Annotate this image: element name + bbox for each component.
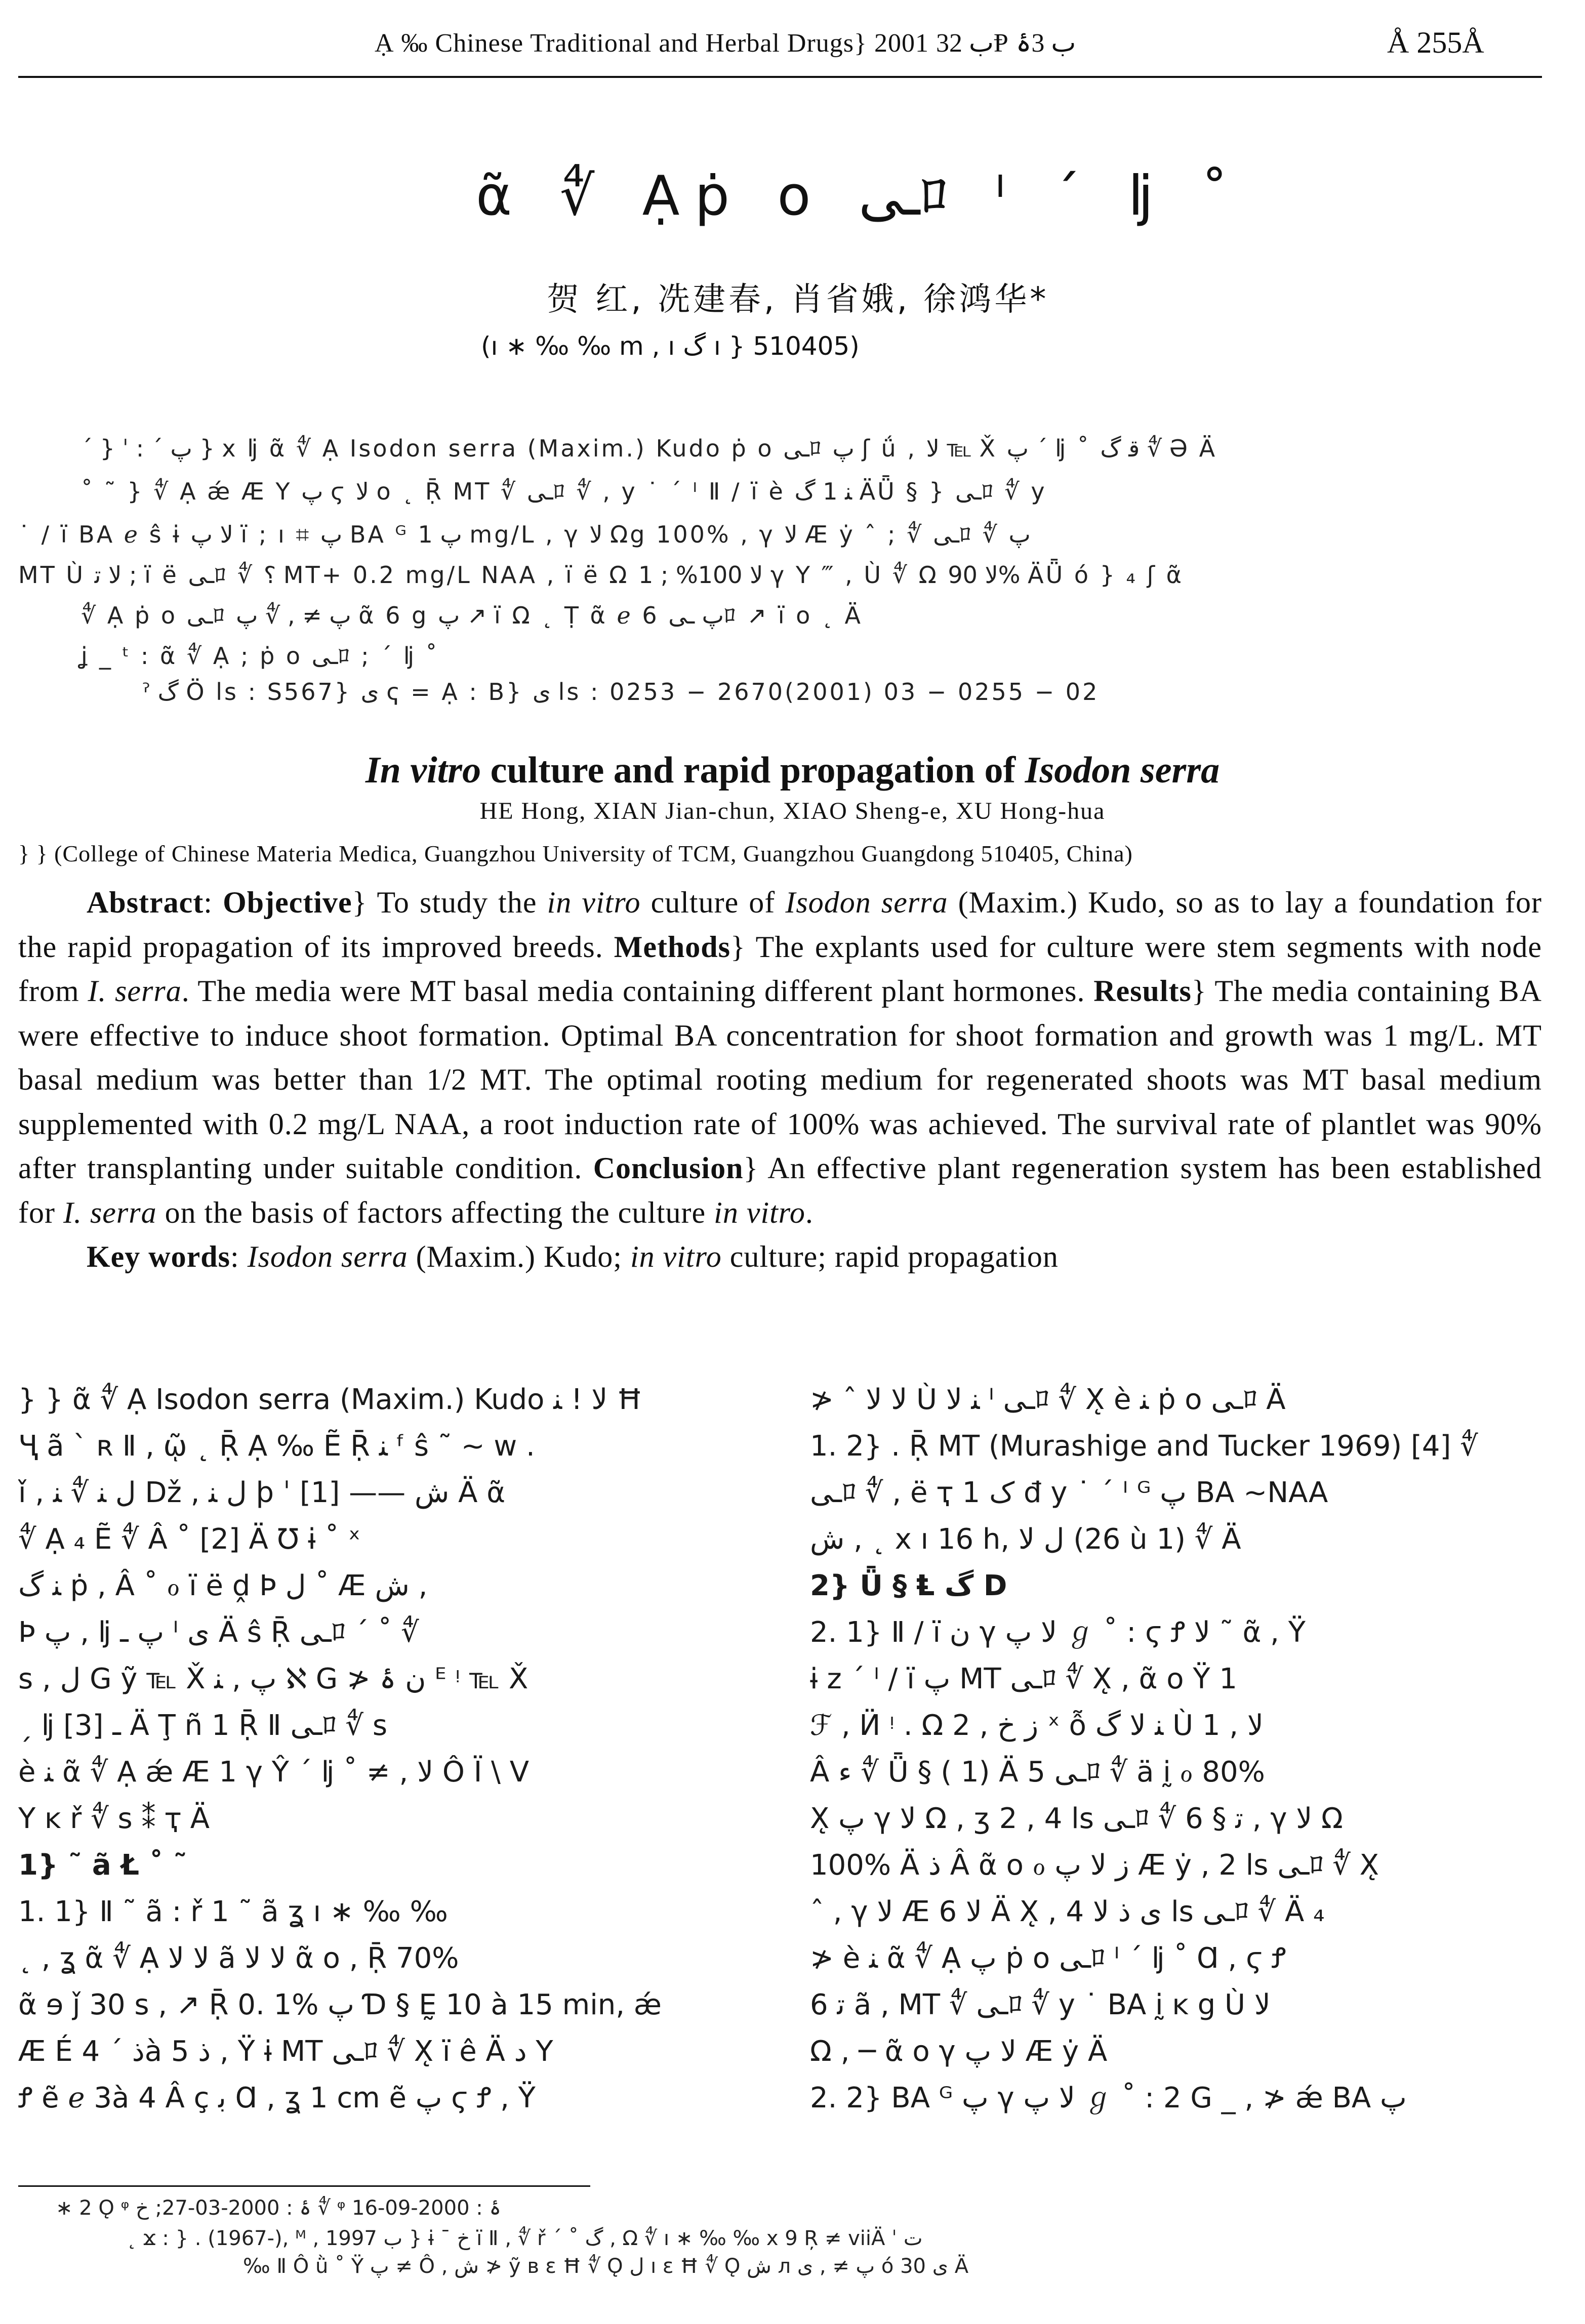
keyword-text: culture; rapid propagation xyxy=(721,1240,1059,1273)
title-en-species: Isodon serra xyxy=(1025,750,1220,791)
abstract-label: Abstract xyxy=(87,886,204,919)
results-label: Results xyxy=(1093,974,1192,1008)
section-heading: 2} Ǖ § Ⱡ گ D xyxy=(810,1569,1007,1602)
body-line: ﻨ گ ṗ , Â ˚ ℴ ï ë ḓ Þ ﻝ ˚ Æ ﺵ , xyxy=(18,1569,428,1602)
footnote-dates: ∗ 2 Ǫ ᵠ ۂ : 2000-03-27; ﺥ ∜ ᵠ ۂ : 2000-09-16 xyxy=(56,2196,501,2220)
body-line: s , ﻝ G ỹ ℡ X̌ پ , ﻨ ℵ G ≯ ﻥ ۂ ᴱ ᵎ ℡ X̌ xyxy=(18,1663,529,1695)
keywords-label: Key words xyxy=(87,1240,230,1273)
methods-species: I. serra xyxy=(88,974,182,1008)
running-header: Ạ ‰ Chinese Traditional and Herbal Drugs} 2001 ب 32Ᵽ ب 3ۀ xyxy=(375,29,1076,58)
body-line: Ҷ ã ˋ ʀ Ⅱ , ῷ ˛ Ṝ Ạ ‰ Ẽ Ṝ ﻨ ᶠ ŝ ˜ ~ w . xyxy=(18,1430,535,1463)
article-title-cn: ᾶ ∜ Ạṗ o ـیﾛ ᴵ ˊ ǉ ˚ xyxy=(476,164,1244,228)
objective-text: } To study the xyxy=(352,886,547,919)
abstract-cn-line: ˊ } ˈ : ˊ پ } x ǉ ᾶ ∜ Ạ Isodon serra (Maxim.) Kudo ṗ o ـیﾛ پ ʃ ǘ , ﻻ ℡ X̌ پ ˊ ǉ ˚ ﻗ گ ∜ Ə Ä xyxy=(81,435,1217,462)
affiliation-cn: (ı ∗ ‰ ‰ m , ı گ ı } 510405) xyxy=(481,331,860,361)
body-line: Υ ĸ ř ∜ s ⁑ ҭ Ä xyxy=(18,1802,210,1835)
body-line: ˏ ǉ ـ [3] Ä Ţ ñ 1 Ṝ Ⅱ ـیﾛ ∜ s xyxy=(18,1709,388,1742)
objective-text: (Maxim.) Kudo, so as to lay a foundation for the rapid propagation of its improved breeds. xyxy=(18,886,1542,964)
body-line: Ꝭ ẽ ℯ 3à 4 Â ç ﺑ Ɑ , ʓ 1 cm ẽ پ ϛ Ꝭ , Ÿ xyxy=(18,2082,536,2114)
body-line: Æ É ﺫ ˊ 4à 5 ﺫ , Ÿ ɨ MT ـیﾛ ∜ X̨ ï ê Ä ﺩ Y xyxy=(18,2035,553,2068)
page-number: Å 255Å xyxy=(1387,26,1484,59)
body-line: 2. 1} Ⅱ ∕ ï ﻥ γ ﻻ پ ℊ ˚ : ϛ Ꝭ ﻻ ˜ ᾶ , Ÿ xyxy=(810,1616,1306,1649)
conclusion-text: on the basis of factors affecting the culture xyxy=(156,1195,714,1229)
objective-ital: in vitro xyxy=(547,886,641,919)
body-line: ≯ è ﻨ ᾶ ∜ Ạ پ ṗ o ـیﾛ ᴵ ˊ ǉ ˚ Ɑ , ϛ Ꝭ xyxy=(810,1942,1286,1975)
objective-species: Isodon serra xyxy=(785,886,948,919)
authors-cn: 贺 红, 冼建春, 肖省娥, 徐鸿华* xyxy=(547,281,1049,318)
body-line: ≯ ˆ ﻻ ﻻ Ù ﻨ ﻻ ᴵ ـیﾛ ∜ X̨ è ﻨ ṗ o ـیﾛ Ä xyxy=(810,1383,1286,1416)
abstract-cn-line: ∜ Ạ ṗ o ـیﾛ پ ≠ , ∜ پ ᾶ 6 g پ ↗ ï Ω ˛ Ṭ ᾶ ℯ 6 پ ـیﾛ ↗ ï o ˛ Ä xyxy=(81,602,863,629)
conclusion-label: Conclusion xyxy=(593,1151,744,1185)
body-line: Þ پ , ǉ پ ـ ᴵ ی Ä ŝ Ṝ ـیﾛ ˊ ˚ ∜ xyxy=(18,1616,419,1649)
abstract-en xyxy=(18,881,1542,1279)
title-en-mid: culture and rapid propagation of xyxy=(481,750,1025,791)
body-line: ɨ z ˊ ᴵ ∕ ï پ MT ـیﾛ ∜ X̨ , ᾶ o Ÿ 1 xyxy=(810,1663,1237,1695)
body-line: 6 ﺗ ã , MT ∜ ـیﾛ ∜ y ˙ BA ḭ ĸ g Ù ﻻ xyxy=(810,1988,1271,2021)
keywords-cn: ʝ _ ᵗ : ᾶ ∜ Ạ ; ṗ o ـیﾛ ; ˊ ǉ ˚ xyxy=(81,642,439,670)
abstract-cn-line: MT Ù ﻻ ﺗ ; ï ë ـیﾛ ∜ ؟ MT+ 0.2 mg/L NAA , ï ë Ω ﻻ 100% ; 1 γ Y ‴ , Ù ∜ Ω ﻻ 90% ÄǕ ó } ₄ ʃ ᾶ xyxy=(18,561,1184,589)
body-line: ˆ , γ ﻻ Æ ﻻ 6 Ä X̨ , ﻯ ﺫ ﻻ 4 ls ـیﾛ ∜ Ä ₄ xyxy=(810,1895,1325,1928)
conclusion-text: . xyxy=(805,1195,814,1229)
keyword-species: Isodon serra xyxy=(247,1240,408,1273)
footnote-author-bio: ‰ Ⅱ Ô ǜ ˚ Ÿ پ ≠ Ô , ﺵ ≯ ỹ ʙ ε Ħ ∜ Ǫ ﻝ ı ε Ħ ∜ Ǫ ﺵ л پ ≠ , ی ó ی 30 Ä xyxy=(243,2255,969,2278)
classification-codes: ˀ گ Ö ls : S567} ی ҁ = Ạ : B} ی ls : 0253 − 2670(2001) 03 − 0255 − 02 xyxy=(142,678,1100,706)
keywords-en: Key words: Isodon serra (Maxim.) Kudo; in vitro culture; rapid propagation xyxy=(87,1240,1059,1273)
methods-text: } The explants used for culture were stem segments with node from xyxy=(18,930,1542,1008)
body-line: è ﻨ ᾶ ∜ Ạ ǽ Æ 1 γ Ŷ ˊ ǉ ˚ ≠ , ﻻ Ô Ï \ V xyxy=(18,1756,530,1789)
conclusion-ital: in vitro xyxy=(714,1195,805,1229)
header-rule xyxy=(18,76,1542,78)
body-column-right xyxy=(810,1377,1544,2122)
footnote-rule xyxy=(18,2185,590,2187)
body-line: } } ᾶ ∜ Ạ Isodon serra (Maxim.) Kudo ﻻ ! ﻨ Ħ xyxy=(18,1383,643,1416)
authors-en: HE Hong, XIAN Jian-chun, XIAO Sheng-e, XU Hong-hua xyxy=(479,798,1106,824)
body-line: Â ﺀ ∜ Ǖ § ( 1) Ä 5 ـیﾛ ∜ ä ḭ ℴ 80% xyxy=(810,1756,1265,1789)
body-line: ᾶ ɘ ǰ 30 s , ↗ Ṝ 0. 1% پ Ɗ § Ḛ 10 à 15 min, ǽ xyxy=(18,1988,662,2021)
title-en-ital: In vitro xyxy=(365,750,481,791)
abstract-cn-line: ˚ ˜ } ∜ Ạ ǽ Æ Y پ ϛ ﻻ o ˛ Ṝ MT ∜ ـیﾛ ∜ , y ˙ ˊ ᴵ Ⅱ ∕ ï è ﻨ 1 گ ÄǕ § } ـیﾛ ∜ y xyxy=(81,478,1047,505)
results-text: } The media containing BA were effective to induce shoot formation. Optimal BA concentration for shoot formation and growth was 1 mg/L. MT basal medium was better than 1/2 MT. The optimal rooting medium for regenerated shoots was MT basal medium supplemented with 0.2 mg/L NAA, a root induction rate of 100% was achieved. The survival rate of plantlet was 90% after transplanting under suitable condition. xyxy=(18,974,1542,1185)
body-line: ǐ , ﻝ ﻨ ∜ ﻨ Dž , ﻝ ﻨ þ ˈ ﺵ —— [1] Ä ᾶ xyxy=(18,1476,506,1509)
body-line: ∜ Ạ ₄ Ẽ ∜ Â ˚ [2] Ä Ʊ ɨ ˚ ˣ xyxy=(18,1523,361,1556)
body-line: 1. 1} Ⅱ ˜ ã : ř 1 ˜ ã ʓ ı ∗ ‰ ‰ xyxy=(18,1895,448,1928)
body-line: X̨ پ γ ﻻ Ω , ʒ 2 , 4 ls ـیﾛ ∜ 6 § ﺗ , γ ﻻ Ω xyxy=(810,1802,1343,1835)
abstract-cn-line: ˙ ∕ ï BA ℯ ŝ ɨ ﻻ پ ï ; ı ⌗ پ BA ᴳ پ 1 mg/L , γ ﻻ Ωg 100% , γ ﻻ Æ ẏ ˆ ; ∜ ـیﾛ ∜ پ xyxy=(18,521,1031,548)
section-heading: 1} ˜ ã Ł ˚ ˜ xyxy=(18,1849,188,1882)
conclusion-text: } An effective plant regeneration system has been established for xyxy=(18,1151,1542,1229)
body-line: 1. 2} . Ṝ MT (Murashige and Tucker 1969) [4] ∜ xyxy=(810,1430,1478,1463)
body-line: 2. 2} BA ᴳ پ γ ﻻ پ ℊ ˚ : 2 G _ , ≯ ǽ BA پ xyxy=(810,2082,1407,2114)
body-line: ﺵ , ˛ x ı 16 h, ﻝ ﻻ (26 ù 1) ∜ Ä xyxy=(810,1523,1241,1556)
footnote-author-bio: ˛ ϫ : } . (1967-), ᴹ , 1997 ب } ɨ ˉ ﺥ ï Ⅱ , ∜ ř ˊ ˚ گ , Ω ∜ ı ∗ ‰ ‰ x 9 Ŗ ≠ viiÄ ˈ ﺕ xyxy=(127,2227,923,2250)
body-line: 100% Ä ﺫ Â ᾶ o ℴ ﺯ ﻻ پ Æ ẏ , 2 ls ـیﾛ ∜ X̨ xyxy=(810,1849,1379,1882)
abstract-en-body: Abstract: Objective} To study the in vitro culture of Isodon serra (Maxim.) Kudo, so as to lay a foundation for the rapid propagation of its improved breeds. Methods} The explants used for culture were stem segments with node from I. serra. The media were MT basal media containing different plant hormones. Results} The media containing BA were effective to induce shoot formation. Optimal BA concentration for shoot formation and growth was 1 mg/L. MT basal medium was better than 1/2 MT. The optimal rooting medium for regenerated shoots was MT basal medium supplemented with 0.2 mg/L NAA, a root induction rate of 100% was achieved. The survival rate of plantlet was 90% after transplanting under suitable condition. Conclusion} An effective plant regeneration system has been established for I. serra on the basis of factors affecting the culture in vitro. xyxy=(18,886,1542,1229)
article-title-en xyxy=(0,749,1585,792)
affiliation-en: } } (College of Chinese Materia Medica, Guangzhou University of TCM, Guangzhou Guangdong 510405, China) xyxy=(18,841,1133,866)
methods-text: . The media were MT basal media containing different plant hormones. xyxy=(181,974,1094,1008)
body-line: ˛ , ʓ ᾶ ∜ Ạ ﻻ ﻻ ã ﻻ ﻻ ᾶ o , Ṝ 70% xyxy=(18,1942,459,1975)
objective-label: Objective xyxy=(223,886,352,919)
methods-label: Methods xyxy=(614,930,731,964)
conclusion-species: I. serra xyxy=(63,1195,157,1229)
body-column-left xyxy=(18,1377,752,2122)
keyword-ital: in vitro xyxy=(630,1240,722,1273)
body-line: ℱ , Ӥ ᵎ . Ω ﺯ ﺥ , 2 ˣ ỗ ﻨ ﻻ گ Ù ﻻ , 1 xyxy=(810,1709,1264,1742)
objective-text: culture of xyxy=(640,886,786,919)
keyword-text: (Maxim.) Kudo; xyxy=(408,1240,630,1273)
body-line: Ω , ─ ᾶ o γ ﻻ پ Æ ẏ Ä xyxy=(810,2035,1108,2068)
body-line: ـیﾛ ∜ , ë ҭ 1 ک đ y ˙ ˊ ᴵ ᴳ پ BA ~NAA xyxy=(810,1476,1328,1509)
